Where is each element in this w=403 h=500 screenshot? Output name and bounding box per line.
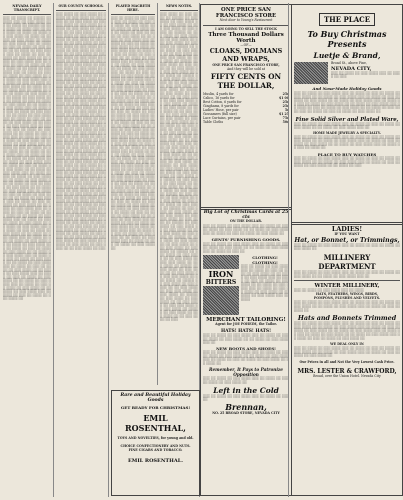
sf-item-name: Ladies' Hose, per pair bbox=[203, 107, 239, 112]
sf-line2: ONE PRICE SAN FRANCISCO STORE, bbox=[212, 63, 280, 68]
holiday-brennan: Brennan, bbox=[225, 401, 267, 412]
holiday-ad: Big Lot of Christmas Cards at 25 cts ON THE DOLLAR. ░░░ ░░ ░░░░ ░░ ░░░ ░░░░ ░░░ ░░ ░░░░ ░░ ░░░ ░░ ░░░░ ░░ ░░░ ░░░░ ░░ ░░ ░░░░ ░░ ░░░ ░░░░ ░░░ ░░ ░░░░ ░░ ░░░ ░░ ░░░░ ░░ ░░░ ░░░░ ░░ GENTS' FURNISHING GOODS. ░░░ ░░ ░░░░ ░░ ░░░ ░░░░ ░░░ ░░ ░░░░ ░░ ░░░ ░░ ░░░░ ░░ ░░░ ░░░░ ░░ ░░ ░░░░ ░░ ░░░ ░░░░ ░░░ ░░ ░░░░ ░░ ░░░ ░░ IRON BITTERS CLOTHING! CLOTHING! ░░░ ░░ ░░░░ ░░ ░░░ ░░░░ ░░░ ░░ ░░░░ ░░ ░░░ ░░ ░░░░ ░░ ░░░ ░░░░ ░░ ░░ ░░░░ ░░ ░░░ ░░░░ ░░░ ░░ ░░░░ ░░ ░░░ ░░ ░░░░ ░░ ░░░ ░░░░ ░░ ░░ ░░░░ ░░ ░░░ ░░░░ ░░░ ░░ ░░░░ ░░ ░░░ ░░ ░░░░ ░░ ░░░ ░░░░ ░░ ░░ ░░░░ ░░ ░░░ ░░░░ ░░░ ░░ ░░░░ MERCHANT TAILORING! Agent for JOE POHEIM, the Tailor. HATS! HATS! HATS! ░░░ ░░ ░░░░ ░░ ░░░ ░░░░ ░░░ ░░ ░░░░ ░░ ░░░ ░░ ░░░░ ░░ ░░░ ░░░░ ░░ ░░ ░░░░ ░░ ░░░ ░░░░ ░░░ ░░ NEW BOOTS AND SHOES! ░░░ ░░ ░░░░ ░░ ░░░ ░░░░ ░░░ ░░ ░░░░ ░░ ░░░ ░░ ░░░░ ░░ ░░░ ░░░░ ░░ ░░ ░░░░ ░░ ░░░ ░░░░ ░░░ ░░ ░░░░ ░░ ░░░ ░░ ░░░░ ░░ ░░░ ░░░░ ░░ ░░ ░░░░ ░░ Remember, It Pays to Patronize Opposition ░░░ ░░ ░░░░ ░░ ░░░ ░░░░ ░░░ ░░ ░░░░ ░░ ░░░ ░░ ░░░░ ░░ ░░░ ░░░░ ░░ Left in the Cold ░░░ ░░ ░░░░ ░░ ░░░ ░░░░ ░░░ ░░ ░░░░ ░░ ░░░ ░░ Brennan, NO. 25 BROAD STORE, NEVADA CITY bbox=[200, 207, 292, 496]
column-4-text: ░░░ ░░░░ ░░ ░░░ ░░░░ ░░ ░░░░░ ░░ ░░░ ░░░░ ░░ ░░░ ░░░░ ░░ ░░ ░░░ ░░░░ ░░ ░░░ ░░░ ░░░░ ░░ ░░░ ░░░░ ░░ ░░░░░ ░░ ░░░ ░░░░ ░░ ░░░ ░░░░ ░░ ░░ ░░░ ░░░░ ░░ ░░░ ░░░ ░░░░ ░░ ░░░ ░░░░ ░░ ░░░░░ ░░ ░░░ ░░░░ ░░ ░░░ ░░░░ ░░ ░░ ░░░ ░░░░ ░░ ░░░ ░░░ ░░░░ ░░ ░░░ ░░░░ ░░ ░░░░░ ░░ ░░░ ░░░░ ░░ ░░░ ░░░░ ░░ ░░ ░░░ ░░░░ ░░ ░░░ ░░░ ░░░░ ░░ ░░░ ░░░░ ░░ ░░░░░ ░░ ░░░ ░░░░ ░░ ░░░ ░░░░ ░░ ░░ ░░░ ░░░░ ░░ ░░░ ░░░ ░░░░ ░░ ░░░ ░░░░ ░░ ░░░░░ ░░ ░░░ ░░░░ ░░ ░░░ ░░░░ ░░ ░░ ░░░ ░░░░ ░░ ░░░ ░░░ ░░░░ ░░ ░░░ ░░░░ ░░ ░░░░░ ░░ ░░░ ░░░░ ░░ ░░░ ░░░░ ░░ ░░ ░░░ ░░░░ ░░ ░░░ ░░░ ░░░░ ░░ ░░░ ░░░░ ░░ ░░░░░ ░░ ░░░ ░░░░ ░░ ░░░ ░░░░ ░░ ░░ ░░░ ░░░░ ░░ ░░░ ░░░ ░░░░ ░░ ░░░ ░░░░ ░░ ░░░░░ ░░ ░░░ ░░░░ ░░ ░░░ ░░░░ ░░ ░░ ░░░ ░░░░ ░░ ░░░ ░░░ ░░░░ ░░ ░░░ ░░░░ ░░ ░░░░░ ░░ ░░░ ░░░░ ░░ ░░░ ░░░░ ░░ ░░ ░░░ ░░░░ ░░ ░░░ ░░░ ░░░░ ░░ ░░░ ░░░░ ░░ ░░░░░ ░░ ░░░ ░░░░ ░░ ░░░ ░░░░ ░░ ░░ ░░░ ░░░░ ░░ ░░░ ░░░ ░░░░ ░░ ░░░ ░░░░ ░░ ░░░░░ ░░ ░░░ ░░░░ ░░ ░░░ ░░░░ ░░ ░░ ░░░ ░░░░ ░░ ░░░ ░░░ ░░░░ ░░ ░░░ ░░░░ ░░ ░░░░░ ░░ ░░░ ░░░░ ░░ ░░░ ░░░░ ░░ ░░ ░░░ ░░░░ ░░ ░░░ ░░░ ░░░░ ░░ ░░░ ░░░░ ░░ ░░░░░ ░░ ░░░ ░░░░ ░░ ░░░ ░░░░ ░░ ░░ ░░░ ░░░░ ░░ ░░░ ░░░ ░░░░ ░░ ░░░ ░░░░ ░░ ░░░░░ ░░ ░░░ ░░░░ ░░ ░░░ ░░░░ ░░ ░░ ░░░ ░░░░ ░░ ░░░ ░░░ ░░░░ ░░ ░░░ ░░░░ ░░ ░░░░░ ░░ ░░░ ░░░░ ░░ ░░░ ░░░░ ░░ ░░ ░░░ ░░░░ ░░ ░░░ ░░░ ░░░░ ░░ ░░░ ░░░░ ░░ ░░░░░ ░░ ░░░ ░░░░ ░░ ░░░ ░░░░ ░░ ░░ ░░░ ░░░░ ░░ ░░░ ░░░ ░░░░ ░░ ░░░ ░░░░ ░░ ░░░░░ ░░ ░░░ ░░░░ ░░ ░░░ ░░░░ ░░ ░░ ░░░ ░░░░ ░░ ░░░ ░░░ ░░░░ ░░ ░░░ ░░░░ ░░ ░░░░░ ░░ ░░░ ░░░░ ░░ ░░░ ░░░░ ░░ ░░ ░░░ ░░░░ ░░ ░░░ ░░░ ░░░░ ░░ ░░░ ░░░░ ░░ ░░░░░ ░░ ░░░ ░░░░ ░░ ░░░ ░░░░ ░░ ░░ ░░░ ░░░░ ░░ ░░░ ░░░ ░░░░ ░░ ░░░ ░░░░ ░░ ░░░░░ ░░ ░░░ ░░░░ ░░ ░░░ ░░░░ ░░ ░░ ░░░ ░░░░ ░░ ░░░ bbox=[160, 12, 198, 322]
column-2 bbox=[56, 4, 106, 496]
sf-item-name: Ginghams, 8 yards for bbox=[203, 103, 239, 108]
ladies-q: IF YOU WANT bbox=[334, 232, 360, 236]
sf-item-price: 25c bbox=[282, 99, 289, 104]
ladies-hat: Hat, or Bonnet, or Trimmings, bbox=[294, 236, 400, 244]
rosenthal-toys: TOYS AND NOVELTIES, for young and old. bbox=[117, 436, 194, 440]
ladies-hats: Hats and Bonnets Trimmed bbox=[297, 314, 397, 323]
rosenthal-name: EMIL ROSENTHAL, bbox=[125, 413, 186, 433]
column-4-heading: NEWS NOTES. bbox=[165, 4, 193, 8]
ladies-ad: LADIES! IF YOU WANT Hat, or Bonnet, or Trimmings, ░░░ ░░ ░░░░ ░░ ░░░ ░░░░ ░░░ ░░ ░░░░ ░░ ░░░ ░░ ░░░░ ░░ ░░░ ░░░░ ░░ MILLINERY DEPARTMENT ░░░ ░░ ░░░░ ░░ ░░░ ░░░░ ░░░ ░░ ░░░░ ░░ ░░░ ░░ ░░░░ ░░ ░░░ ░░░░ ░░ ░░ ░░░░ ░░ ░░░ ░░░░ ░░░ ░░ WINTER MILLINERY, ░░░ ░░ ░░░░ ░░ ░░░ ░░░░ ░░░ ░░ ░░░░ HATS, FEATHERS, WINGS, BIRDS, POMPONS, PLUSHES AND VELVETS. ░░░ ░░ ░░░░ ░░ ░░░ ░░░░ ░░░ ░░ ░░░░ ░░ ░░░ ░░ ░░░░ ░░ ░░░ ░░░░ ░░ ░░ ░░░░ ░░ ░░░ ░░░░ ░░░ ░░ ░░░░ ░░ ░░░ ░░ ░░░░ ░░ Hats and Bonnets Trimmed ░░░ ░░ ░░░░ ░░ ░░░ ░░░░ ░░░ ░░ ░░░░ ░░ ░░░ ░░ ░░░░ ░░ ░░░ ░░░░ ░░ ░░ ░░░░ ░░ ░░░ ░░░░ ░░░ ░░ ░░░░ ░░ ░░░ ░░ ░░░░ ░░ ░░░ ░░░░ ░░ ░░ ░░░░ ░░ ░░░ ░░░░ ░░░ ░░ ░░░░ ░░ ░░░ ░░ ░░░░ ░░ ░░░ ░░░░ ░░ ░░ ░░░░ ░░ ░░░ ░░░░ ░░░ ░░ ░░░░ ░░ ░░░ ░░ ░░░░ ░░ ░░░ ░░░░ ░░ WE DEAL ONLY IN ░░░ ░░ ░░░░ ░░ ░░░ ░░░░ ░░░ ░░ ░░░░ ░░ ░░░ ░░ ░░░░ ░░ ░░░ ░░░░ ░░ ░░ ░░░░ ░░ ░░░ ░░░░ ░░░ ░░ ░░░░ ░░ ░░░ ░░ ░░░░ ░░ ░░░ ░░░░ ░░ Our Prices in all and Not the Very Lowest Cash Price. MRS. LESTER & CRAWFORD, Broad, over the Union Hotel. Nevada City bbox=[291, 222, 403, 496]
column-4 bbox=[160, 4, 198, 389]
column-1-text: ░░░ ░░ ░░░░ ░░ ░░░░░ ░░ ░░░░ ░░░ ░░ ░░░ ░░░░ ░░░ ░░ ░░░░ ░░ ░░░░░ ░░ ░░░ ░░░░ ░░ ░░░░ ░░░ ░░ ░░░ ░░░░ ░░ ░░░░ ░░ ░░░░ ░░ ░░░ ░░░░ ░░ ░░░░ ░░ ░░░░░ ░░ ░░░ ░░░░ ░░ ░░░░ ░░ ░░░ ░░░░ ░░░ ░░ ░░░░ ░░ ░░░ ░░ ░░░░ ░░ ░░░ ░░░░ ░░ ░░ ░░░░ ░░ ░░░ ░░░░ ░░░ ░░ ░░░░ ░░ ░░░ ░░ ░░░░ ░░ ░░░ ░░░░ ░░ ░░ ░░░░ ░░ ░░░ ░░░░ ░░░ ░░ ░░░░ ░░ ░░░ ░░ ░░░░ ░░ ░░░ ░░░░ ░░ ░░ ░░░░ ░░ ░░░ ░░░░ ░░░ ░░ ░░░░ ░░ ░░░ ░░ ░░░░ ░░ ░░░ ░░░░ ░░ ░░ ░░░░ ░░ ░░░ ░░░░ ░░░ ░░ ░░░░ ░░ ░░░ ░░ ░░░░ ░░ ░░░ ░░░░ ░░ ░░ ░░░░ ░░ ░░░ ░░░░ ░░░ ░░ ░░░░ ░░ ░░░ ░░ ░░░░ ░░ ░░░ ░░░░ ░░ ░░ ░░░░ ░░ ░░░ ░░░░ ░░░ ░░ ░░░░ ░░ ░░░ ░░ ░░░░ ░░ ░░░ ░░░░ ░░ ░░ ░░░░ ░░ ░░░ ░░░░ ░░░ ░░ ░░░░ ░░ ░░░ ░░ ░░░░ ░░ ░░░ ░░░░ ░░ ░░ ░░░░ ░░ ░░░ ░░░░ ░░░ ░░ ░░░░ ░░ ░░░ ░░ ░░░░ ░░ ░░░ ░░░░ ░░ ░░ ░░░░ ░░ ░░░ ░░░░ ░░░ ░░ ░░░░ ░░ ░░░ ░░ ░░░░ ░░ ░░░ ░░░░ ░░ ░░ ░░░░ ░░ ░░░ ░░░░ ░░░ ░░ ░░░░ ░░ ░░░ ░░ ░░░░ ░░ ░░░ ░░░░ ░░ ░░ ░░░░ ░░ ░░░ ░░░░ ░░░ ░░ ░░░░ ░░ ░░░ ░░ ░░░░ ░░ ░░░ ░░░░ ░░ ░░ ░░░░ ░░ ░░░ ░░░░ ░░░ ░░ ░░░░ ░░ ░░░ ░░ ░░░░ ░░ ░░░ ░░░░ ░░ ░░ ░░░░ ░░ ░░░ ░░░░ ░░░ ░░ ░░░░ ░░ ░░░ ░░ ░░░░ ░░ ░░░ ░░░░ ░░ ░░ ░░░░ ░░ ░░░ ░░░░ ░░░ ░░ ░░░░ ░░ ░░░ ░░ ░░░░ ░░ ░░░ ░░░░ ░░ ░░ ░░░░ ░░ ░░░ ░░░░ ░░░ ░░ ░░░░ ░░ ░░░ ░░ ░░░░ ░░ ░░░ ░░░░ ░░ ░░ ░░░░ ░░ ░░░ ░░░░ ░░░ ░░ ░░░░ ░░ ░░░ ░░ ░░░░ ░░ ░░░ ░░░░ ░░ ░░ ░░░░ ░░ ░░░ ░░░░ ░░░ ░░ ░░░░ ░░ ░░░ ░░ ░░░░ ░░ ░░░ ░░░░ ░░ ░░ ░░░░ ░░ ░░░ ░░░░ ░░░ ░░ ░░░░ ░░ ░░░ ░░ ░░░░ ░░ ░░░ ░░░░ ░░ ░░ ░░░░ ░░ ░░░ ░░░░ ░░░ ░░ ░░░░ ░░ ░░░ ░░ ░░░░ ░░ ░░░ ░░░░ ░░ ░░ ░░░░ ░░ ░░░ ░░░░ ░░░ ░░ ░░░░ ░░ ░░░ ░░ ░░░░ ░░ ░░░ ░░░░ ░░ ░░ ░░░░ ░░ ░░░ ░░░░ ░░░ ░░ ░░░░ ░░ ░░░ ░░ ░░░░ ░░ ░░░ ░░░░ ░░ ░░ ░░░░ ░░ ░░░ ░░░░ ░░░ ░░ ░░░░ ░░ ░░░ ░░ ░░░░ ░░ ░░░ ░░░░ ░░ ░░ ░░░░ ░░ ░░░ ░░░░ ░░░ ░░ ░░░░ ░░ ░░░ ░░ ░░░░ ░░ ░░░ ░░░░ ░░ ░░ ░░░░ ░░ ░░░ ░░░░ ░░░ ░░ ░░░░ ░░ ░░░ ░░ ░░░░ ░░ ░░░ ░░░░ ░░ ░░ ░░░░ ░░ ░░░ ░░░░ ░░░ ░░ ░░░░ ░░ ░░░ ░░ ░░░░ ░░ ░░░ ░░░░ ░░ ░░ ░░░░ ░░ ░░░ ░░░░ ░░░ ░░ ░░░░ ░░ ░░░ ░░ ░░░░ ░░ ░░░ ░░░░ ░░ ░░ ░░░░ ░░ ░░░ ░░░░ ░░░ ░░ ░░░░ ░░ ░░░ ░░ ░░░░ ░░ ░░░ ░░░░ ░░ bbox=[3, 16, 51, 301]
holiday-sub: ON THE DOLLAR. bbox=[230, 219, 262, 223]
rosenthal-title: Rare and Beautiful Holiday Goods bbox=[120, 393, 191, 403]
ladies-firm: MRS. LESTER & CRAWFORD, bbox=[297, 368, 397, 376]
ladies-dept: MILLINERY DEPARTMENT bbox=[318, 252, 376, 271]
place-addr: Broad St., above Pine, bbox=[331, 61, 367, 65]
place-name: Luetje & Brand, bbox=[313, 51, 381, 60]
ladies-pompons: POMPONS, PLUSHES AND VELVETS. bbox=[313, 295, 381, 300]
the-place-ad: THE PLACE To Buy Christmas Presents Luetje & Brand, Broad St., above Pine, NEVADA CITY, ░░░ ░░ ░░░░ ░░ ░░░ ░░░░ ░░░ ░░ ░░░░ ░░ ░░░ And Nose-Made Holiday Goods ░░░ ░░ ░░░░ ░░ ░░░ ░░░░ ░░░ ░░ ░░░░ ░░ ░░░ ░░ ░░░░ ░░ ░░░ ░░░░ ░░ ░░ ░░░░ ░░ ░░░ ░░░░ ░░░ ░░ ░░░░ ░░ ░░░ ░░ ░░░░ ░░ ░░░ ░░░░ ░░ ░░ ░░░░ ░░ ░░░ ░░░░ ░░░ ░░ ░░░░ ░░ ░░░ ░░ ░░░░ ░░ ░░░ ░░░░ ░░ ░░ ░░░░ ░░ ░░░ ░░░░ ░░░ ░░ ░░░░ ░░ ░░░ ░░ ░░░░ ░░ ░░░ ░░░░ ░░ ░░ ░░░░ ░░ ░░░ ░░░░ ░░░ ░░ ░░░░ ░░ ░░░ ░░ ░░░░ ░░ ░░░ ░░░░ ░░ Fine Solid Silver and Plated Ware, ░░░ ░░ ░░░░ ░░ ░░░ ░░░░ ░░░ ░░ ░░░░ ░░ ░░░ ░░ ░░░░ ░░ ░░░ ░░░░ ░░ ░░ ░░░░ ░░ ░░░ ░░░░ ░░░ ░░ HOME MADE JEWELRY A SPECIALTY. ░░░ ░░ ░░░░ ░░ ░░░ ░░░░ ░░░ ░░ ░░░░ ░░ ░░░ ░░ ░░░░ ░░ ░░░ ░░░░ ░░ ░░ ░░░░ ░░ ░░░ ░░░░ ░░░ ░░ ░░░░ ░░ ░░░ ░░ ░░░░ ░░ ░░░ ░░░░ ░░ ░░ ░░░░ ░░ ░░░ ░░░░ ░░░ ░░ ░░░░ ░░ ░░░ ░░ ░░░░ ░░ PLACE TO BUY WATCHES ░░░ ░░ ░░░░ ░░ ░░░ ░░░░ ░░░ ░░ ░░░░ ░░ ░░░ ░░ ░░░░ ░░ ░░░ ░░░░ ░░ ░░ ░░░░ ░░ ░░░ ░░░░ ░░░ ░░ ░░░░ ░░ ░░░ ░░ ░░░░ ░░ ░░░ ░░░░ ░░ ░░ ░░░░ ░░ ░░░ bbox=[291, 4, 403, 225]
place-city: NEVADA CITY, bbox=[331, 65, 372, 72]
place-title: THE PLACE bbox=[319, 13, 375, 26]
column-3-heading: PLAYED MACBETH HERE. bbox=[115, 4, 151, 12]
column-3 bbox=[111, 4, 155, 389]
column-2-heading: OUR COUNTY SCHOOLS. bbox=[58, 4, 104, 8]
sf-line1: I AM GOING TO SELL THE STOCK bbox=[215, 26, 277, 31]
store-illustration bbox=[294, 62, 328, 84]
iron-bitters-ad bbox=[203, 255, 239, 315]
place-gothic: To Buy Christmas Presents bbox=[307, 29, 387, 49]
holiday-brennan-sub: NO. 25 BROAD STORE, NEVADA CITY bbox=[212, 410, 280, 415]
sf-item-price: 50c bbox=[282, 119, 289, 124]
ladies-feathers: HATS, FEATHERS, WINGS, BIRDS, bbox=[316, 291, 378, 296]
place-store: PLACE TO BUY WATCHES bbox=[317, 151, 377, 157]
holiday-left-cold: Left in the Cold bbox=[213, 385, 279, 395]
place-silver: Fine Solid Silver and Plated Ware, bbox=[295, 116, 399, 123]
holiday-clothing: CLOTHING! CLOTHING! bbox=[252, 255, 278, 266]
ladies-firm-addr: Broad, over the Union Hotel. Nevada City bbox=[313, 374, 381, 379]
rosenthal-cigars: FINE CIGARS AND TOBACCO. bbox=[128, 447, 183, 452]
rosenthal-choice: CHOICE CONFECTIONERY AND NUTS. bbox=[120, 443, 191, 448]
sf-item-price: 25c bbox=[282, 103, 289, 108]
masthead: NEVADA DAILY TRANSCRIPT. bbox=[12, 4, 42, 12]
sf-store-title: ONE PRICE SAN FRANCISCO STORE bbox=[215, 7, 277, 19]
sf-amount: Three Thousand Dollars Worth bbox=[208, 31, 284, 44]
rosenthal-footer: EMIL ROSENTHAL. bbox=[127, 458, 184, 465]
sf-price-list bbox=[203, 92, 289, 124]
sf-item-name: Table Cloths bbox=[203, 119, 224, 124]
sf-price-row bbox=[203, 120, 289, 124]
sf-store-sub: Next door to Young's Restaurant bbox=[219, 18, 273, 22]
holiday-gents: GENTS' FURNISHING GOODS. bbox=[211, 236, 281, 242]
sf-store-ad bbox=[200, 4, 292, 210]
holiday-remember: Remember, It Pays to Patronize Opposition bbox=[209, 367, 283, 378]
sf-line3: And they will be sold at bbox=[227, 67, 265, 72]
column-1 bbox=[3, 4, 51, 496]
holiday-boots: NEW BOOTS AND SHOES! bbox=[216, 345, 276, 351]
holiday-agent: Agent for JOE POHEIM, the Tailor. bbox=[215, 322, 277, 327]
sf-item-price: 25c bbox=[282, 91, 289, 96]
sf-of: —OF— bbox=[240, 42, 252, 47]
sf-item-name: Calico, 16 yards for bbox=[203, 95, 235, 100]
ladies-title: LADIES! bbox=[331, 225, 363, 233]
ladies-prices: Our Prices in all and Not the Very Lowest Cash Price. bbox=[299, 359, 395, 364]
place-jewelry: HOME MADE JEWELRY A SPECIALTY. bbox=[313, 130, 381, 135]
ladies-cloth: WE DEAL ONLY IN bbox=[330, 342, 364, 347]
sf-item-name: Gossamers (full size) bbox=[203, 111, 237, 116]
ladies-winter: WINTER MILLINERY, bbox=[314, 283, 380, 290]
sf-item-name: Muslin, 4 yards for bbox=[203, 91, 234, 96]
bitters-word2: BITTERS bbox=[205, 279, 237, 287]
holiday-title: Big Lot of Christmas Cards at 25 cts bbox=[203, 210, 289, 220]
holiday-hats: HATS! HATS! HATS! bbox=[220, 329, 272, 335]
sf-goods: CLOAKS, DOLMANS AND WRAPS, bbox=[209, 47, 283, 64]
column-3-text: ░░░ ░░ ░░░░ ░░ ░░░ ░░░░ ░░░ ░░ ░░░░ ░░ ░░░ ░░ ░░░░ ░░ ░░░ ░░░░ ░░ ░░ ░░░░ ░░ ░░░ ░░░░ ░░░ ░░ ░░░░ ░░ ░░░ ░░ ░░░░ ░░ ░░░ ░░░░ ░░ ░░ ░░░░ ░░ ░░░ ░░░░ ░░░ ░░ ░░░░ ░░ ░░░ ░░ ░░░░ ░░ ░░░ ░░░░ ░░ ░░ ░░░░ ░░ ░░░ ░░░░ ░░░ ░░ ░░░░ ░░ ░░░ ░░ ░░░░ ░░ ░░░ ░░░░ ░░ ░░ ░░░░ ░░ ░░░ ░░░░ ░░░ ░░ ░░░░ ░░ ░░░ ░░ ░░░░ ░░ ░░░ ░░░░ ░░ ░░ ░░░░ ░░ ░░░ ░░░░ ░░░ ░░ ░░░░ ░░ ░░░ ░░ ░░░░ ░░ ░░░ ░░░░ ░░ ░░ ░░░░ ░░ ░░░ ░░░░ ░░░ ░░ ░░░░ ░░ ░░░ ░░ ░░░░ ░░ ░░░ ░░░░ ░░ ░░ ░░░░ ░░ ░░░ ░░░░ ░░░ ░░ ░░░░ ░░ ░░░ ░░ ░░░░ ░░ ░░░ ░░░░ ░░ ░░ ░░░░ ░░ ░░░ ░░░░ ░░░ ░░ ░░░░ ░░ ░░░ ░░ ░░░░ ░░ ░░░ ░░░░ ░░ ░░ ░░░░ ░░ ░░░ ░░░░ ░░░ ░░ ░░░░ ░░ ░░░ ░░ ░░░░ ░░ ░░░ ░░░░ ░░ ░░ ░░░░ ░░ ░░░ ░░░░ ░░░ ░░ ░░░░ ░░ ░░░ ░░ ░░░░ ░░ ░░░ ░░░░ ░░ ░░ ░░░░ ░░ ░░░ ░░░░ ░░░ ░░ ░░░░ ░░ ░░░ ░░ ░░░░ ░░ ░░░ ░░░░ ░░ ░░ ░░░░ ░░ ░░░ ░░░░ ░░░ ░░ ░░░░ ░░ ░░░ ░░ ░░░░ ░░ ░░░ ░░░░ ░░ ░░ ░░░░ ░░ ░░░ ░░░░ ░░░ ░░ ░░░░ ░░ ░░░ ░░ ░░░░ ░░ ░░░ ░░░░ ░░ ░░ ░░░░ ░░ ░░░ ░░░░ ░░░ ░░ ░░░░ ░░ ░░░ ░░ ░░░░ ░░ ░░░ ░░░░ ░░ ░░ ░░░░ ░░ ░░░ ░░░░ ░░░ ░░ ░░░░ ░░ ░░░ ░░ ░░░░ ░░ ░░░ ░░░░ ░░ ░░ ░░░░ ░░ ░░░ ░░░░ ░░░ ░░ ░░░░ ░░ ░░░ ░░ ░░░░ ░░ ░░░ ░░░░ ░░ ░░ ░░░░ ░░ ░░░ ░░░░ ░░░ ░░ ░░░░ ░░ ░░░ ░░ ░░░░ ░░ ░░░ ░░░░ ░░ ░░ ░░░░ ░░ ░░░ ░░░░ ░░░ ░░ ░░░░ ░░ ░░░ ░░ ░░░░ ░░ ░░░ ░░░░ ░░ ░░ ░░░░ ░░ ░░░ ░░░░ ░░░ ░░ ░░░░ ░░ ░░░ ░░ ░░░░ ░░ ░░░ ░░░░ ░░ ░░ ░░░░ ░░ ░░░ ░░░░ ░░░ ░░ ░░░░ ░░ ░░░ ░░ ░░░░ ░░ ░░░ ░░░░ ░░ ░░ ░░░░ ░░ ░░░ ░░░░ ░░░ ░░ ░░░░ ░░ ░░░ ░░ ░░░░ ░░ ░░░ ░░░░ ░░ ░░ ░░░░ ░░ ░░░ ░░░░ ░░░ ░░ ░░░░ ░░ ░░░ ░░ ░░░░ ░░ ░░░ ░░░░ ░░ bbox=[111, 16, 155, 250]
bitters-word1: IRON bbox=[208, 269, 234, 280]
sf-item-name: Best Cotton, 6 yards for bbox=[203, 99, 242, 104]
sf-item-name: Lace Curtains, per pair bbox=[203, 115, 241, 120]
sf-item-price: $1 00 bbox=[279, 95, 289, 100]
column-2-text: ░░░ ░░░░ ░░ ░░░ ░░░░ ░░ ░░░░░ ░░ ░░░ ░░░░ ░░ ░░░ ░░░░ ░░ ░░ ░░░ ░░░░ ░░ ░░░ ░░░ ░░░░ ░░ ░░░ ░░░░ ░░ ░░░░░ ░░ ░░░ ░░░░ ░░ ░░░ ░░░░ ░░ ░░ ░░░ ░░░░ ░░ ░░░ ░░░ ░░░░ ░░ ░░░ ░░░░ ░░ ░░░░░ ░░ ░░░ ░░░░ ░░ ░░░ ░░░░ ░░ ░░ ░░░ ░░░░ ░░ ░░░ ░░░ ░░░░ ░░ ░░░ ░░░░ ░░ ░░░░░ ░░ ░░░ ░░░░ ░░ ░░░ ░░░░ ░░ ░░ ░░░ ░░░░ ░░ ░░░ ░░░ ░░░░ ░░ ░░░ ░░░░ ░░ ░░░░░ ░░ ░░░ ░░░░ ░░ ░░░ ░░░░ ░░ ░░ ░░░ ░░░░ ░░ ░░░ ░░░ ░░░░ ░░ ░░░ ░░░░ ░░ ░░░░░ ░░ ░░░ ░░░░ ░░ ░░░ ░░░░ ░░ ░░ ░░░ ░░░░ ░░ ░░░ ░░░ ░░░░ ░░ ░░░ ░░░░ ░░ ░░░░░ ░░ ░░░ ░░░░ ░░ ░░░ ░░░░ ░░ ░░ ░░░ ░░░░ ░░ ░░░ ░░░ ░░░░ ░░ ░░░ ░░░░ ░░ ░░░░░ ░░ ░░░ ░░░░ ░░ ░░░ ░░░░ ░░ ░░ ░░░ ░░░░ ░░ ░░░ ░░░ ░░░░ ░░ ░░░ ░░░░ ░░ ░░░░░ ░░ ░░░ ░░░░ ░░ ░░░ ░░░░ ░░ ░░ ░░░ ░░░░ ░░ ░░░ ░░░ ░░░░ ░░ ░░░ ░░░░ ░░ ░░░░░ ░░ ░░░ ░░░░ ░░ ░░░ ░░░░ ░░ ░░ ░░░ ░░░░ ░░ ░░░ ░░░ ░░░░ ░░ ░░░ ░░░░ ░░ ░░░░░ ░░ ░░░ ░░░░ ░░ ░░░ ░░░░ ░░ ░░ ░░░ ░░░░ ░░ ░░░ ░░░ ░░░░ ░░ ░░░ ░░░░ ░░ ░░░░░ ░░ ░░░ ░░░░ ░░ ░░░ ░░░░ ░░ ░░ ░░░ ░░░░ ░░ ░░░ ░░░ ░░░░ ░░ ░░░ ░░░░ ░░ ░░░░░ ░░ ░░░ ░░░░ ░░ ░░░ ░░░░ ░░ ░░ ░░░ ░░░░ ░░ ░░░ ░░░ ░░░░ ░░ ░░░ ░░░░ ░░ ░░░░░ ░░ ░░░ ░░░░ ░░ ░░░ ░░░░ ░░ ░░ ░░░ ░░░░ ░░ ░░░ ░░░ ░░░░ ░░ ░░░ ░░░░ ░░ ░░░░░ ░░ ░░░ ░░░░ ░░ ░░░ ░░░░ ░░ ░░ ░░░ ░░░░ ░░ ░░░ ░░░ ░░░░ ░░ ░░░ ░░░░ ░░ ░░░░░ ░░ ░░░ ░░░░ ░░ ░░░ ░░░░ ░░ ░░ ░░░ ░░░░ ░░ ░░░ ░░░ ░░░░ ░░ ░░░ ░░░░ ░░ ░░░░░ ░░ ░░░ ░░░░ ░░ ░░░ ░░░░ ░░ ░░ ░░░ ░░░░ ░░ ░░░ ░░░ ░░░░ ░░ ░░░ ░░░░ ░░ ░░░░░ ░░ ░░░ ░░░░ ░░ ░░░ ░░░░ ░░ ░░ ░░░ ░░░░ ░░ ░░░ ░░░ ░░░░ ░░ ░░░ ░░░░ ░░ ░░░░░ ░░ ░░░ ░░░░ ░░ ░░░ ░░░░ ░░ ░░ ░░░ ░░░░ ░░ ░░░ ░░░ ░░░░ ░░ ░░░ ░░░░ ░░ ░░░░░ ░░ ░░░ ░░░░ ░░ ░░░ ░░░░ ░░ ░░ ░░░ ░░░░ ░░ ░░░ ░░░ ░░░░ ░░ ░░░ ░░░░ ░░ ░░░░░ ░░ ░░░ ░░░░ ░░ ░░░ ░░░░ ░░ ░░ ░░░ ░░░░ ░░ ░░░ ░░░ ░░░░ ░░ ░░░ ░░░░ ░░ ░░░░░ ░░ ░░░ ░░░░ ░░ ░░░ ░░░░ ░░ ░░ ░░░ ░░░░ ░░ ░░░ bbox=[56, 12, 106, 250]
sf-offer: FIFTY CENTS ON THE DOLLAR, bbox=[210, 71, 282, 90]
rosenthal-ad bbox=[111, 390, 200, 496]
holiday-merchant: MERCHANT TAILORING! bbox=[206, 317, 286, 324]
sf-item-price: $1 25 bbox=[279, 111, 289, 116]
place-tag: And Nose-Made Holiday Goods bbox=[312, 86, 382, 91]
sf-item-price: 75c bbox=[282, 115, 289, 120]
rosenthal-get-ready: GET READY FOR CHRISTMAS! bbox=[120, 405, 191, 410]
sf-item-price: 5c bbox=[284, 107, 289, 112]
